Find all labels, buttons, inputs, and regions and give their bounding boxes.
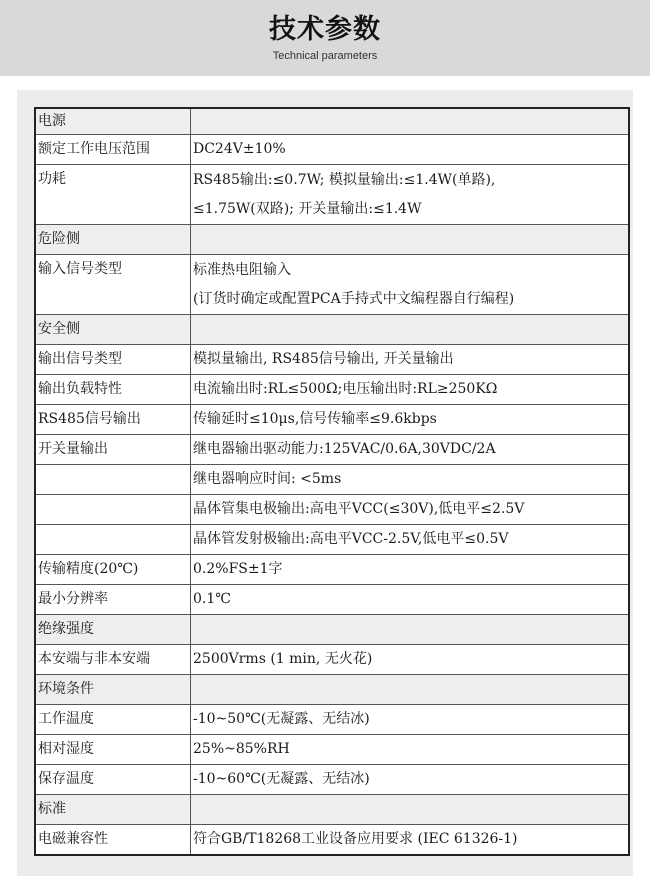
spec-value: 晶体管集电极输出:高电平VCC(≤30V),低电平≤2.5V <box>191 495 630 525</box>
spec-key: 传输精度(20℃) <box>35 555 191 585</box>
spec-value: 传输延时≤10μs,信号传输率≤9.6kbps <box>191 405 630 435</box>
spec-row <box>35 795 629 825</box>
spec-key: 绝缘强度 <box>35 615 191 645</box>
spec-key: 额定工作电压范围 <box>35 135 191 165</box>
spec-value: -10~50℃(无凝露、无结冰) <box>191 705 630 735</box>
spec-row <box>35 705 629 735</box>
spec-value <box>191 795 630 825</box>
spec-value: 晶体管发射极输出:高电平VCC-2.5V,低电平≤0.5V <box>191 525 630 555</box>
spec-key <box>35 255 191 315</box>
spec-value: 0.2%FS±1字 <box>191 555 630 585</box>
spec-row <box>35 225 629 255</box>
spec-key <box>35 495 191 525</box>
spec-key: 环境条件 <box>35 675 191 705</box>
spec-row <box>35 555 629 585</box>
spec-key: 输出负载特性 <box>35 375 191 405</box>
spec-value-line: (订货时确定或配置PCA手持式中文编程器自行编程) <box>193 290 515 307</box>
spec-value: 模拟量输出, RS485信号输出, 开关量输出 <box>191 345 630 375</box>
spec-value: 继电器响应时间: <5ms <box>191 465 630 495</box>
spec-row <box>35 108 629 135</box>
spec-row <box>35 165 629 225</box>
spec-key: 相对湿度 <box>35 735 191 765</box>
spec-value: 电流输出时:RL≤500Ω;电压输出时:RL≥250KΩ <box>191 375 630 405</box>
spec-row <box>35 465 629 495</box>
spec-value <box>191 675 630 705</box>
spec-value: 继电器输出驱动能力:125VAC/0.6A,30VDC/2A <box>191 435 630 465</box>
spec-row <box>35 765 629 795</box>
spec-key: 保存温度 <box>35 765 191 795</box>
spec-key <box>35 165 191 225</box>
spec-row <box>35 735 629 765</box>
spec-row <box>35 135 629 165</box>
spec-key-text: 输入信号类型 <box>38 261 122 277</box>
spec-value <box>191 615 630 645</box>
spec-key: 电磁兼容性 <box>35 825 191 856</box>
spec-key: RS485信号输出 <box>35 405 191 435</box>
spec-table <box>34 107 630 856</box>
spec-value: 符合GB/T18268工业设备应用要求 (IEC 61326-1) <box>191 825 630 856</box>
spec-key: 最小分辨率 <box>35 585 191 615</box>
spec-value-line: RS485输出:≤0.7W; 模拟量输出:≤1.4W(单路), <box>193 171 496 188</box>
spec-value-line: ≤1.75W(双路); 开关量输出:≤1.4W <box>193 200 422 217</box>
spec-value <box>191 255 630 315</box>
spec-key: 工作温度 <box>35 705 191 735</box>
spec-row <box>35 615 629 645</box>
spec-key: 本安端与非本安端 <box>35 645 191 675</box>
spec-key: 危险侧 <box>35 225 191 255</box>
spec-value: 2500Vrms (1 min, 无火花) <box>191 645 630 675</box>
spec-value-line: 标准热电阻输入 <box>193 261 291 278</box>
spec-value <box>191 165 630 225</box>
spec-row <box>35 405 629 435</box>
spec-key <box>35 525 191 555</box>
spec-value: DC24V±10% <box>191 135 630 165</box>
spec-row <box>35 435 629 465</box>
spec-key: 输出信号类型 <box>35 345 191 375</box>
spec-table-body <box>35 108 629 855</box>
spec-value <box>191 315 630 345</box>
spec-row <box>35 315 629 345</box>
spec-value <box>191 108 630 135</box>
spec-value: 25%~85%RH <box>191 735 630 765</box>
spec-row <box>35 585 629 615</box>
spec-value: -10~60℃(无凝露、无结冰) <box>191 765 630 795</box>
header-banner <box>0 0 650 76</box>
spec-value <box>191 225 630 255</box>
spec-row <box>35 675 629 705</box>
spec-row <box>35 495 629 525</box>
spec-value: 0.1℃ <box>191 585 630 615</box>
spec-key: 开关量输出 <box>35 435 191 465</box>
spec-row <box>35 375 629 405</box>
spec-key: 电源 <box>35 108 191 135</box>
spec-key: 安全侧 <box>35 315 191 345</box>
spec-row <box>35 825 629 856</box>
spec-row <box>35 525 629 555</box>
page-subtitle: Technical parameters <box>272 50 378 62</box>
spec-key: 标准 <box>35 795 191 825</box>
spec-row <box>35 345 629 375</box>
spec-key-text: 功耗 <box>38 171 66 187</box>
spec-key <box>35 465 191 495</box>
spec-row <box>35 255 629 315</box>
page-title: 技术参数 <box>269 14 381 45</box>
spec-row <box>35 645 629 675</box>
